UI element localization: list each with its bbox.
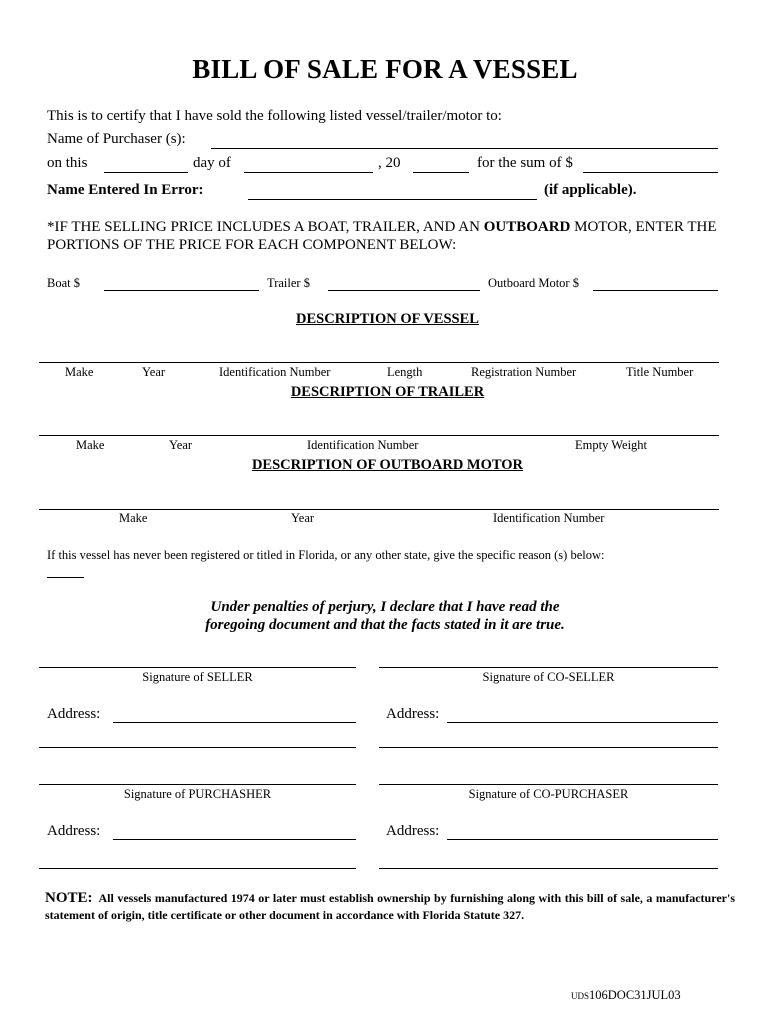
seller-address-line2-field[interactable] [39, 747, 356, 748]
trailer-col-weight: Empty Weight [575, 438, 648, 452]
vessel-col-length: Length [387, 365, 423, 379]
co-purchaser-signature-field[interactable] [379, 784, 718, 785]
vessel-col-title: Title Number [626, 365, 694, 379]
boat-price-field[interactable] [104, 290, 259, 291]
selling-price-note-line2: PORTIONS OF THE PRICE FOR EACH COMPONENT BELOW: [47, 237, 457, 253]
co-seller-signature-field[interactable] [379, 667, 718, 668]
trailer-price-field[interactable] [328, 290, 480, 291]
co-purchaser-address-line2-field[interactable] [379, 868, 718, 869]
selling-price-note-line1 [47, 219, 747, 236]
motor-col-make: Make [119, 511, 148, 525]
florida-reason-field[interactable] [47, 577, 84, 578]
trailer-col-make: Make [76, 438, 105, 452]
purchaser-address-line2-field[interactable] [39, 868, 356, 869]
year-field[interactable] [413, 172, 469, 173]
co-seller-address-label: Address: [386, 706, 440, 722]
outboard-price-label: Outboard Motor $ [488, 276, 579, 290]
seller-signature-label: Signature of SELLER [142, 670, 253, 684]
form-code-prefix: UDS [571, 991, 590, 1001]
vessel-col-registration: Registration Number [471, 365, 577, 379]
sum-field[interactable] [583, 172, 718, 173]
form-code [571, 988, 681, 1003]
trailer-price-label: Trailer $ [267, 276, 310, 290]
purchaser-signature-field[interactable] [39, 784, 356, 785]
page-title: BILL OF SALE FOR A VESSEL [192, 54, 578, 84]
purchaser-address-label: Address: [47, 823, 101, 839]
trailer-description-field[interactable] [39, 435, 719, 436]
selling-note-bold: OUTBOARD [483, 219, 571, 235]
co-seller-address-line2-field[interactable] [379, 747, 718, 748]
co-purchaser-address-label: Address: [386, 823, 440, 839]
vessel-description-field[interactable] [39, 362, 719, 363]
day-of-label: day of [193, 155, 231, 171]
perjury-declaration-line2: foregoing document and that the facts stated in it are true. [205, 617, 565, 633]
intro-text: This is to certify that I have sold the following listed vessel/trailer/motor to: [47, 108, 502, 124]
form-code-number: 106DOC31JUL03 [589, 988, 681, 1002]
perjury-declaration-line1: Under penalties of perjury, I declare that I have read the [210, 599, 560, 615]
trailer-col-id: Identification Number [307, 438, 419, 452]
co-purchaser-signature-label: Signature of CO-PURCHASER [468, 787, 629, 801]
selling-note-part2: MOTOR, ENTER THE [570, 219, 717, 235]
co-seller-address-field[interactable] [447, 722, 718, 723]
day-field[interactable] [104, 172, 188, 173]
motor-section-header: DESCRIPTION OF OUTBOARD MOTOR [251, 457, 524, 473]
purchaser-name-field[interactable] [211, 148, 718, 149]
ownership-note [45, 890, 735, 924]
trailer-section-header: DESCRIPTION OF TRAILER [290, 384, 485, 400]
outboard-price-field[interactable] [593, 290, 718, 291]
motor-col-id: Identification Number [493, 511, 605, 525]
selling-note-part1: *IF THE SELLING PRICE INCLUDES A BOAT, TRAILER, AND AN [47, 219, 484, 235]
purchaser-address-field[interactable] [113, 839, 356, 840]
vessel-col-year: Year [142, 365, 166, 379]
boat-price-label: Boat $ [47, 276, 80, 290]
vessel-col-make: Make [65, 365, 94, 379]
note-text: All vessels manufactured 1974 or later must establish ownership by furnishing along with this bill of sale, a manufacturer's statement of origin, title certificate or other document in accordance with Florida Statute 327. [45, 891, 735, 922]
on-this-label: on this [47, 155, 88, 171]
name-error-label: Name Entered In Error: [47, 182, 204, 198]
name-error-field[interactable] [248, 199, 537, 200]
note-lead: NOTE: [45, 890, 93, 906]
co-seller-signature-label: Signature of CO-SELLER [482, 670, 615, 684]
seller-address-field[interactable] [113, 722, 356, 723]
seller-address-label: Address: [47, 706, 101, 722]
co-purchaser-address-field[interactable] [447, 839, 718, 840]
month-field[interactable] [244, 172, 373, 173]
sum-of-label: for the sum of $ [477, 155, 573, 171]
trailer-col-year: Year [169, 438, 193, 452]
seller-signature-field[interactable] [39, 667, 356, 668]
motor-col-year: Year [291, 511, 315, 525]
purchaser-label: Name of Purchaser (s): [47, 131, 186, 147]
purchaser-signature-label: Signature of PURCHASHER [123, 787, 272, 801]
vessel-section-header: DESCRIPTION OF VESSEL [296, 311, 479, 327]
vessel-col-id: Identification Number [219, 365, 331, 379]
year-prefix-label: , 20 [378, 155, 401, 171]
if-applicable-label: (if applicable). [544, 182, 637, 198]
florida-reason-text: If this vessel has never been registered or titled in Florida, or any other state, give the specific reason (s) below: [47, 548, 605, 562]
motor-description-field[interactable] [39, 509, 719, 510]
